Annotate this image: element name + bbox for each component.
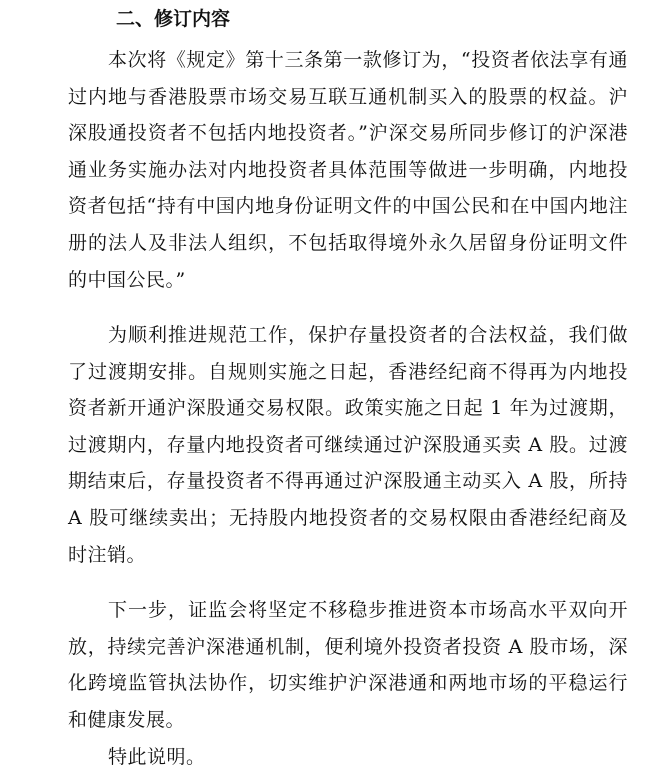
paragraph-next-steps: 下一步，证监会将坚定不移稳步推进资本市场高水平双向开放，持续完善沪深港通机制，便利境外投资者投资 A 股市场，深化跨境监管执法协作，切实维护沪深港通和两地市场的平稳运行和健康发展。 [68, 599, 628, 731]
paragraph-transition-arrangement: 为顺利推进规范工作，保护存量投资者的合法权益，我们做了过渡期安排。自规则实施之日起，香港经纪商不得再为内地投资者新开通沪深股通交易权限。政策实施之日起 1 年为过渡期，过渡期内，存量内地投资者可继续通过沪深股通买卖 A 股。过渡期结束后，存量投资者不得再通过沪深股通主动买入 A 股，所持 A 股可继续卖出；无持股内地投资者的交易权限由香港经纪商及时注销。 [68, 324, 628, 566]
paragraph-closing: 特此说明。 [108, 746, 206, 768]
paragraph-revision-content: 本次将《规定》第十三条第一款修订为，“投资者依法享有通过内地与香港股票市场交易互联互通机制买入的股票的权益。沪深股通投资者不包括内地投资者。”沪深交易所同步修订的沪深港通业务实施办法对内地投资者具体范围等做进一步明确，内地投资者包括“持有中国内地身份证明文件的中国公民和在中国内地注册的法人及非法人组织，不包括取得境外永久居留身份证明文件的中国公民。” [68, 49, 628, 291]
section-title: 二、修订内容 [116, 8, 231, 30]
